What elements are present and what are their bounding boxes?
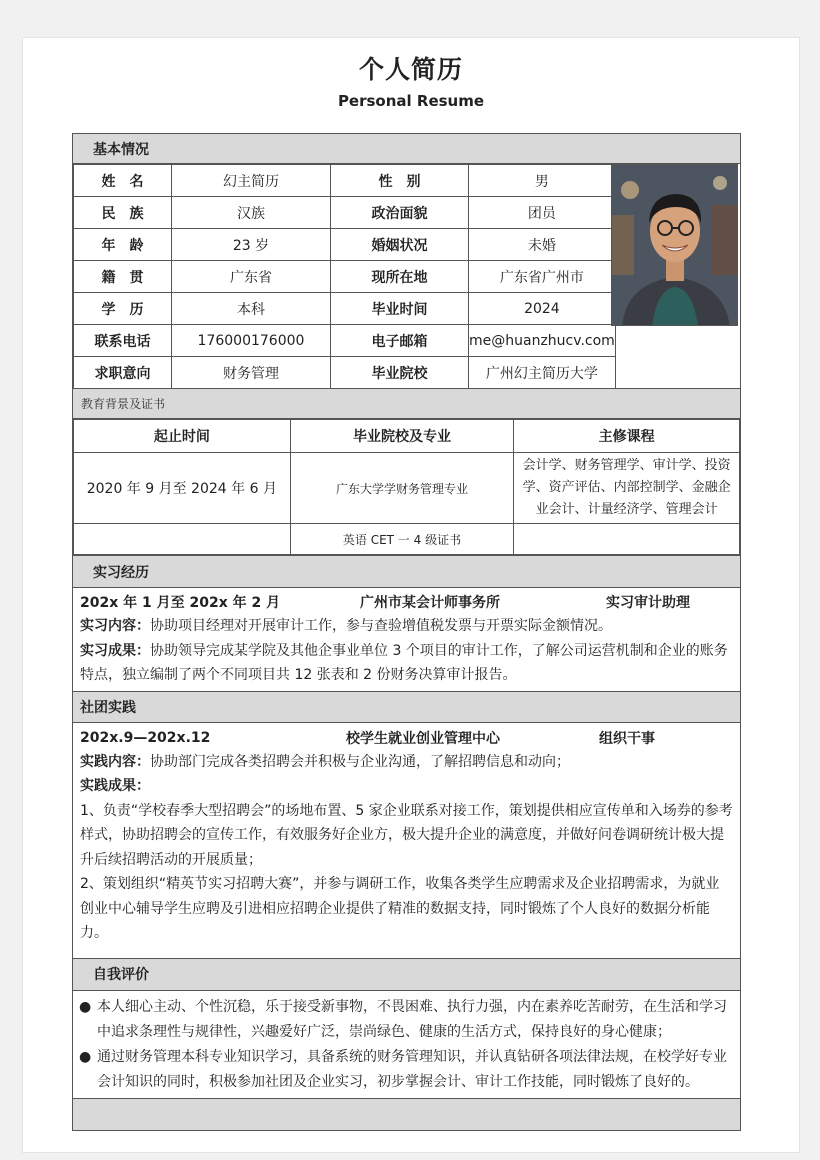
page-title: 个人简历 <box>358 55 463 84</box>
basic-value: 176000176000 <box>172 325 331 357</box>
basic-label: 性 别 <box>331 165 469 197</box>
bullet-icon: ● <box>79 1048 92 1065</box>
basic-value: 23 岁 <box>172 229 331 261</box>
self-item: ● 通过财务管理本科专业知识学习，具备系统的财务管理知识，并认真钻研各项法律法规，在校学好专业会计知识的同时，积极参加社团及企业实习，初步掌握会计、审计工作技能，同时锻炼了良好的。 <box>73 1045 740 1095</box>
page-subtitle: Personal Resume <box>337 92 485 110</box>
basic-label: 现所在地 <box>331 261 469 293</box>
club-period: 202x.9—202x.12 <box>80 729 211 746</box>
resume-page <box>22 37 800 1153</box>
basic-row <box>74 197 616 229</box>
section-basic-header: 基本情况 <box>73 133 740 164</box>
edu-header-school: 毕业院校及专业 <box>290 420 514 453</box>
edu-school: 广东大学学财务管理专业 <box>290 453 514 524</box>
club-org: 校学生就业创业管理中心 <box>346 730 500 747</box>
edu-header-period: 起止时间 <box>74 420 291 453</box>
basic-label: 毕业时间 <box>331 293 469 325</box>
club-result-label: 实践成果： <box>80 778 150 794</box>
section-internship-header: 实习经历 <box>73 555 740 588</box>
basic-label: 毕业院校 <box>331 357 469 389</box>
internship-content: 实习内容：协助项目经理对开展审计工作，参与查验增值税发票与开票实际金额情况。 <box>80 618 612 634</box>
basic-label: 籍 贯 <box>74 261 172 293</box>
basic-value: 广州幻主简历大学 <box>469 357 616 389</box>
basic-value: 男 <box>469 165 616 197</box>
internship-period: 202x 年 1 月至 202x 年 2 月 <box>80 595 281 611</box>
bullet-icon: ● <box>79 998 92 1015</box>
edu-certificate: 英语 CET 一 4 级证书 <box>290 524 514 555</box>
internship-summary <box>73 590 740 614</box>
education <box>73 419 740 555</box>
internship-result: 实习成果：协助领导完成某学院及其他企事业单位 3 个项目的审计工作，了解公司运营机制和企业的账务特点，独立编制了两个不同项目共 12 张表和 2 份财务决算审计报告。 <box>80 642 728 683</box>
basic-value: 广东省 <box>172 261 331 293</box>
basic-label: 电子邮箱 <box>331 325 469 357</box>
basic-label: 年 龄 <box>74 229 172 261</box>
section-self-header: 自我评价 <box>73 958 740 991</box>
club-result-1: 1、负责“学校春季大型招聘会”的场地布置、5 家企业联系对接工作，策划提供相应宣传单和入场券的参考样式，协助招聘会的宣传工作，有效服务好企业方，极大提升企业的满意度，并做好问卷调研统计极大提升后续招聘活动的开展质量； <box>80 802 733 868</box>
basic-label: 求职意向 <box>74 357 172 389</box>
club-summary <box>73 726 740 750</box>
edu-courses: 会计学、财务管理学、审计学、投资学、资产评估、内部控制学、金融企业会计、计量经济学、管理会计 <box>514 453 740 524</box>
internship <box>73 588 740 688</box>
avatar-illustration <box>612 165 738 326</box>
profile-photo <box>611 164 738 326</box>
education-table <box>73 419 740 555</box>
basic-value: 广东省广州市 <box>469 261 616 293</box>
basic-row <box>74 261 616 293</box>
basic-value: me@huanzhucv.com <box>469 325 616 357</box>
basic-value: 未婚 <box>469 229 616 261</box>
edu-header-courses: 主修课程 <box>514 420 740 453</box>
basic-info-table <box>73 164 616 389</box>
edu-period: 2020 年 9 月至 2024 年 6 月 <box>74 453 291 524</box>
basic-value: 2024 <box>469 293 616 325</box>
internship-role: 实习审计助理 <box>606 595 690 611</box>
basic-row <box>74 357 616 389</box>
resume-sheet <box>72 133 741 1131</box>
internship-company: 广州市某会计师事务所 <box>360 595 500 611</box>
basic-row <box>74 293 616 325</box>
basic-label: 政治面貌 <box>331 197 469 229</box>
club <box>73 723 740 958</box>
footer-bar <box>73 1098 740 1131</box>
self-evaluation <box>73 991 740 1098</box>
basic-value: 本科 <box>172 293 331 325</box>
basic-value: 汉族 <box>172 197 331 229</box>
basic-row <box>74 229 616 261</box>
club-content: 实践内容：协助部门完成各类招聘会并积极与企业沟通，了解招聘信息和动向； <box>80 753 570 770</box>
club-role: 组织干事 <box>599 730 655 747</box>
basic-label: 民 族 <box>74 197 172 229</box>
basic-value: 团员 <box>469 197 616 229</box>
basic-value: 幻主简历 <box>172 165 331 197</box>
edu-empty-cell <box>74 524 291 555</box>
basic-row <box>74 325 616 357</box>
edu-empty-cell <box>514 524 740 555</box>
basic-row <box>74 165 616 197</box>
basic-label: 联系电话 <box>74 325 172 357</box>
section-club-header: 社团实践 <box>73 691 740 723</box>
basic-label: 姓 名 <box>74 165 172 197</box>
self-item: ● 本人细心主动、个性沉稳，乐于接受新事物，不畏困难、执行力强，内在素养吃苦耐劳，在生活和学习中追求条理性与规律性，兴趣爱好广泛，崇尚绿色、健康的生活方式，保持良好的身心健康； <box>73 995 740 1045</box>
section-education-header: 教育背景及证书 <box>73 388 740 419</box>
basic-value: 财务管理 <box>172 357 331 389</box>
basic-label: 学 历 <box>74 293 172 325</box>
club-result-2: 2、策划组织“精英节实习招聘大赛”，并参与调研工作，收集各类学生应聘需求及企业招聘需求，为就业创业中心辅导学生应聘及引进相应招聘企业提供了精准的数据支持，同时锻炼了个人良好的数据分析能力。 <box>80 876 720 941</box>
basic-info <box>73 164 740 388</box>
basic-label: 婚姻状况 <box>331 229 469 261</box>
